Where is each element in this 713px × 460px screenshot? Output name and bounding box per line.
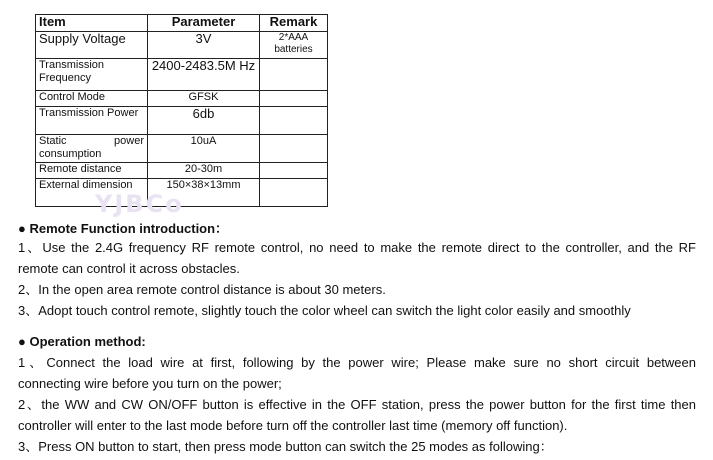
row-item: Static power consumption <box>36 135 148 163</box>
row-item: Transmission Power <box>36 107 148 135</box>
remote-function-line: 2、In the open area remote control distance is about 30 meters. <box>18 282 386 297</box>
row-param: GFSK <box>148 91 260 107</box>
operation-line: 1、Connect the load wire at first, following by the power wire; Please make sure no short circuit between <box>18 355 696 370</box>
table-row <box>36 163 328 179</box>
table-row <box>36 59 328 91</box>
watermark-logo: YJBCo <box>95 190 184 218</box>
row-remark <box>260 179 328 207</box>
header-parameter: Parameter <box>148 15 260 32</box>
operation-heading: ● Operation method: <box>18 334 146 349</box>
row-param: 3V <box>148 32 260 59</box>
row-remark: 2*AAA batteries <box>260 32 328 59</box>
table-header-row <box>36 15 328 32</box>
row-item: External dimension <box>36 179 148 207</box>
row-item: Transmission Frequency <box>36 59 148 91</box>
row-remark <box>260 163 328 179</box>
row-remark <box>260 59 328 91</box>
header-remark: Remark <box>260 15 328 32</box>
row-param: 10uA <box>148 135 260 163</box>
table-row <box>36 135 328 163</box>
table-row <box>36 32 328 59</box>
row-item: Supply Voltage <box>36 32 148 59</box>
operation-line: 3、Press ON button to start, then press mode button can switch the 25 modes as following： <box>18 439 553 454</box>
header-item: Item <box>36 15 148 32</box>
table-row <box>36 91 328 107</box>
spec-table <box>35 14 328 207</box>
remote-function-heading: ● Remote Function introduction： <box>18 221 229 236</box>
row-remark <box>260 135 328 163</box>
remote-function-line: remote can control it across obstacles. <box>18 261 240 276</box>
operation-line: connecting wire before you turn on the power; <box>18 376 282 391</box>
table-row <box>36 107 328 135</box>
row-param: 20-30m <box>148 163 260 179</box>
operation-line: controller will enter to the last mode before turn off the controller last time (memory off function). <box>18 418 568 433</box>
row-item: Remote distance <box>36 163 148 179</box>
row-item: Control Mode <box>36 91 148 107</box>
operation-line: 2、the WW and CW ON/OFF button is effective in the OFF station, press the power button for the first time then <box>18 397 696 412</box>
row-param: 150×38×13mm <box>148 179 260 207</box>
remote-function-line: 3、Adopt touch control remote, slightly touch the color wheel can switch the light color easily and smoothly <box>18 303 631 318</box>
row-param: 2400-2483.5M Hz <box>148 59 260 91</box>
remote-function-line: 1、Use the 2.4G frequency RF remote control, no need to make the remote direct to the controller, and the RF <box>18 240 696 255</box>
row-param: 6db <box>148 107 260 135</box>
row-remark <box>260 107 328 135</box>
row-remark <box>260 91 328 107</box>
